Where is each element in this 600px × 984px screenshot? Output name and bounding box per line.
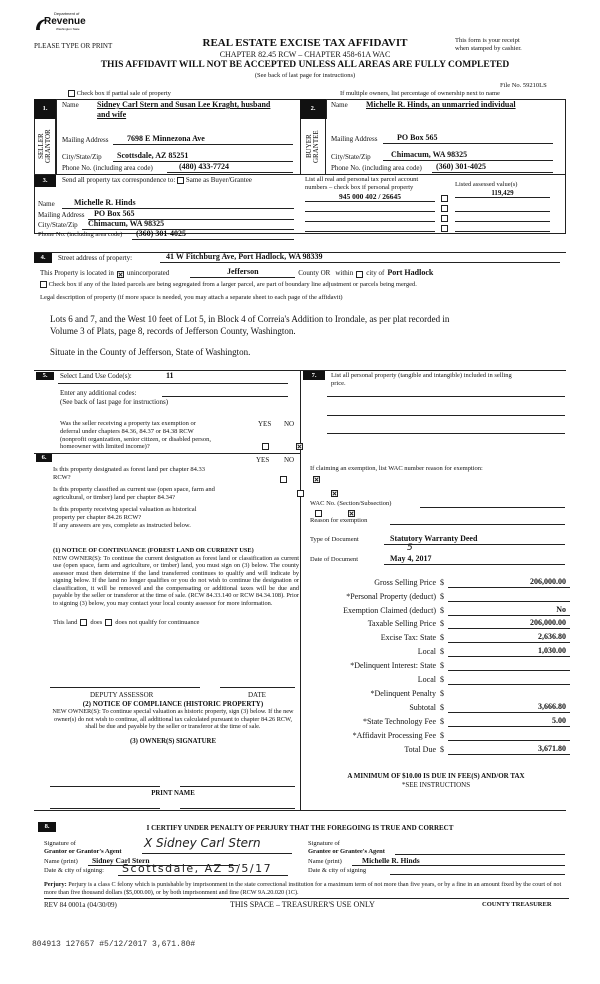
grantor-date-field[interactable]: Scottsdale, AZ 5/5/17: [118, 862, 288, 876]
historical-question: Is this property receiving special valuation as historical property per chapter 84.26 RCW? If any answers are yes, complete as instructed below.: [53, 506, 197, 529]
partial-sale-checkbox[interactable]: [68, 90, 75, 97]
doc-date-label: Date of Document: [310, 556, 359, 563]
section-1-number: 1.: [34, 99, 56, 119]
buyer-side-label: BUYER GRANTEE: [300, 119, 326, 174]
wac-number-label: WAC No. (Section/Subsection): [310, 500, 392, 507]
deputy-assessor-line[interactable]: [50, 687, 200, 688]
fee-row: Local $: [310, 672, 570, 685]
grantee-signature-field[interactable]: [395, 849, 565, 855]
section-3-number: 3.: [34, 175, 56, 187]
parcel-number-field[interactable]: [305, 224, 435, 232]
county-field[interactable]: Jefferson: [190, 267, 295, 278]
street-address-label: Street address of property:: [58, 254, 133, 262]
buyer-city-label: City/State/Zip: [331, 153, 371, 161]
corr-mailing-label: Mailing Address: [38, 211, 85, 219]
receipt-note-1: This form is your receipt: [455, 37, 520, 44]
section-5-number: 5.: [36, 372, 54, 380]
additional-codes-field[interactable]: [162, 389, 288, 397]
notice-continuance: (1) NOTICE OF CONTINUANCE (FOREST LAND OR CURRENT USE) NEW OWNER(S): To continue the current designation as forest land or classification as current use (open space, farm and agriculture, or timber) land, you must sign on (3) below. The county assessor must then determine if the land transferred continues to qualify and will indicate by signing below. If the land no longer qualifies or you do not wish to continue the designation or classification, it will be removed and the compensating or additional taxes will be due and payable by the seller or transferor at the time of sale. (RCW 84.33.140 or RCW 84.34.108). Prior to signing (3) below, you may contact your local county assessor for more information.: [53, 547, 299, 607]
exemption-wac-label: If claiming an exemption, list WAC number reason for exemption:: [310, 465, 483, 472]
section-2-number: 2.: [300, 99, 326, 119]
fee-row: Exemption Claimed (deduct) $ No: [310, 603, 570, 616]
segregated-row: Check box if any of the listed parcels are being segregated from a larger parcel, are part of boundary line adjustment or parcels being merged.: [40, 281, 417, 289]
corr-city-label: City/State/Zip: [38, 221, 78, 229]
logo-state-text: Washington State: [56, 27, 80, 31]
personal-property-checkbox[interactable]: [441, 195, 448, 202]
delinquent-interest-local[interactable]: [448, 674, 570, 685]
fee-row: *Affidavit Processing Fee $: [310, 728, 570, 741]
assessed-value-field[interactable]: [455, 214, 550, 222]
grantee-date-label: Date & city of signing: [308, 867, 367, 874]
location-row: This Property is located in unincorporated Jefferson County OR within city of Port Hadlock: [40, 267, 434, 278]
exemption-question: Was the seller receiving a property tax exemption or deferral under chapters 84.36, 84.37 or 84.38 RCW (nonprofit organization, senior citizen, or disabled person, homeowner with limited income)?: [60, 420, 211, 451]
correspondence-row: Send all property tax correspondence to: Same as Buyer/Grantee: [62, 176, 252, 184]
seller-side-label: SELLER GRANTOR: [34, 119, 56, 174]
doc-type-label: Type of Document: [310, 536, 359, 543]
print-name-line-2[interactable]: [180, 808, 295, 809]
total-due[interactable]: 3,671.80: [448, 744, 570, 755]
gross-selling-price[interactable]: 206,000.00: [448, 577, 570, 588]
form-revision: REV 84 0001a (04/30/09): [44, 901, 117, 909]
personal-property-label: List all personal property (tangible and intangible) included in selling price.: [331, 372, 512, 387]
receipt-note-2: when stamped by cashier.: [455, 45, 522, 52]
parcels-header: List all real and personal tax parcel account numbers – check box if personal property: [305, 176, 419, 191]
fee-row: Taxable Selling Price $ 206,000.00: [310, 616, 570, 629]
buyer-city-field[interactable]: Chimacum, WA 98325: [383, 150, 553, 161]
corr-phone-field[interactable]: (360) 301-4025: [132, 229, 294, 240]
section3-divider: [34, 174, 566, 175]
unincorporated-checkbox[interactable]: [117, 271, 124, 278]
fee-row: Subtotal $ 3,666.80: [310, 700, 570, 713]
assessed-header: Listed assessed value(s): [455, 181, 518, 188]
yes-header-5: YES: [258, 420, 272, 428]
city-checkbox[interactable]: [356, 271, 363, 278]
section-6-number: 6.: [36, 454, 52, 462]
buyer-mailing-label: Mailing Address: [331, 135, 378, 143]
fee-row: Local $ 1,030.00: [310, 644, 570, 657]
seller-name-field[interactable]: Sidney Carl Stern and Susan Lee Kraght, husband and wife: [97, 100, 271, 119]
treasurer-space-label: THIS SPACE – TREASURER'S USE ONLY: [230, 900, 375, 909]
partial-sale-row: [68, 90, 171, 98]
notice-compliance: (2) NOTICE OF COMPLIANCE (HISTORIC PROPERTY) NEW OWNER(S): To continue special valuation as historic property, sign (3) below. If the new owner(s) do not wish to continue, all additional tax calculated pursuant to chapter 84.26 RCW, shall be due and payable by the seller or transferor at the time of sale.: [52, 700, 294, 731]
parcel-number-field[interactable]: [305, 204, 435, 212]
personal-property-checkbox[interactable]: [441, 215, 448, 222]
legal-description-label: Legal description of property (if more space is needed, you may attach a separate sheet to each page of the affidavit): [40, 294, 343, 301]
perjury-notice: Perjury: Perjury is a class C felony which is punishable by imprisonment in the state correctional institution for a maximum term of not more than five years, or by a fine in an amount fixed by the court of not more than five thousand dollars ($5,000.00), or by both imprisonment and fine (RCW 9A.20.020 (1C).: [44, 881, 562, 896]
assessed-value-field[interactable]: 119,429: [455, 189, 550, 198]
land-use-label: Select Land Use Code(s):: [60, 372, 132, 380]
section-4-number: 4.: [34, 253, 52, 263]
assessor-date-line[interactable]: [220, 687, 295, 688]
fee-row: Total Due $ 3,671.80: [310, 742, 570, 755]
forest-question: Is this property designated as forest land per chapter 84.33 RCW?: [53, 466, 205, 481]
seller-city-label: City/State/Zip: [62, 153, 102, 161]
owner-signature-line-2[interactable]: [180, 786, 295, 787]
fee-row: Gross Selling Price $ 206,000.00: [310, 575, 570, 588]
seller-mailing-label: Mailing Address: [62, 136, 109, 144]
current-use-yes-checkbox[interactable]: [297, 490, 304, 497]
seller-phone-field[interactable]: (480) 433-7724: [167, 162, 293, 173]
corr-city-field[interactable]: Chimacum, WA 98325: [82, 219, 294, 230]
seller-phone-label: Phone No. (including area code): [62, 164, 153, 172]
city-value: Port Hadlock: [387, 268, 434, 277]
print-name-line-1[interactable]: [50, 808, 160, 809]
grantor-signature: X Sidney Carl Stern: [144, 836, 261, 850]
reason-exemption-field[interactable]: [390, 517, 565, 525]
assessor-date-label: DATE: [248, 691, 266, 699]
buyer-name-field[interactable]: Michelle R. Hinds, an unmarried individual: [366, 100, 516, 109]
buyer-mailing-field[interactable]: PO Box 565: [383, 133, 553, 144]
partial-sale-label: Check box if partial sale of property: [76, 90, 171, 97]
historical-no-checkbox[interactable]: [348, 510, 355, 517]
assessed-value-field[interactable]: [455, 224, 550, 232]
grantor-signature-field[interactable]: [142, 836, 292, 854]
grantee-signature-label: Signature of Grantee or Grantee's Agent: [308, 840, 385, 855]
grantor-name-field[interactable]: Sidney Carl Stern: [88, 856, 238, 866]
seller-city-field[interactable]: Scottsdale, AZ 85251: [113, 151, 293, 162]
personal-property-checkbox[interactable]: [441, 205, 448, 212]
corr-phone-label: Phone No. (including area code): [38, 231, 123, 238]
logo-dept-text: Department of: [54, 11, 80, 16]
see-back-note: (See back of last page for instructions): [254, 72, 356, 79]
subtotal[interactable]: 3,666.80: [448, 702, 570, 713]
grantor-date-label: Date & city of signing:: [44, 867, 104, 874]
seller-mailing-field[interactable]: 7698 E Minnezona Ave: [113, 134, 293, 145]
owner-signature-label: (3) OWNER(S) SIGNATURE: [130, 738, 216, 745]
land-use-code[interactable]: 11: [166, 371, 174, 380]
exemption-no-checkbox[interactable]: [296, 443, 303, 450]
fee-row: *Delinquent Interest: State $: [310, 658, 570, 671]
state-technology-fee[interactable]: 5.00: [448, 716, 570, 727]
same-as-buyer-checkbox[interactable]: [177, 177, 184, 184]
personal-property-deduct[interactable]: [448, 591, 570, 602]
parcel-row: [305, 222, 555, 232]
excise-tax-local[interactable]: 1,030.00: [448, 646, 570, 657]
qualifies-checkbox[interactable]: [80, 619, 87, 626]
personal-property-line-3[interactable]: [327, 433, 565, 434]
delinquent-interest-state[interactable]: [448, 660, 570, 671]
dor-logo: [34, 10, 84, 34]
doc-date-correction: 5: [407, 543, 413, 553]
personal-property-line-1[interactable]: [327, 396, 565, 397]
delinquent-penalty[interactable]: [448, 688, 570, 699]
no-header-5: NO: [284, 420, 295, 428]
file-number: File No. 59210LS: [500, 82, 547, 89]
buyer-phone-field[interactable]: (360) 301-4025: [432, 162, 553, 173]
grantee-name-field[interactable]: Michelle R. Hinds: [352, 856, 565, 866]
street-address-field[interactable]: 41 W Fitchburg Ave, Port Hadlock, WA 98339: [160, 252, 560, 263]
corr-mailing-field[interactable]: PO Box 565: [88, 209, 294, 220]
deputy-assessor-label: DEPUTY ASSESSOR: [90, 691, 154, 699]
section-8-number: 8.: [38, 822, 56, 832]
corr-name-label: Name: [38, 200, 55, 208]
grantee-name-label: Name (print): [308, 858, 342, 865]
continuance-row: This land does does not qualify for continuance: [53, 619, 200, 626]
segregated-checkbox[interactable]: [40, 281, 47, 288]
see-instructions-note: *SEE INSTRUCTIONS: [401, 781, 471, 789]
exemption-yes-checkbox[interactable]: [262, 443, 269, 450]
form-title: REAL ESTATE EXCISE TAX AFFIDAVIT: [202, 37, 408, 49]
parcel-row: [305, 212, 555, 222]
historical-yes-checkbox[interactable]: [315, 510, 322, 517]
owner-signature-line-1[interactable]: [50, 786, 160, 787]
minimum-due-note: A MINIMUM OF $10.00 IS DUE IN FEE(S) AND/OR TAX: [347, 772, 525, 780]
parcel-row: [305, 188, 555, 202]
fee-row: *State Technology Fee $ 5.00: [310, 714, 570, 727]
doc-type-field[interactable]: Statutory Warranty Deed: [384, 534, 565, 545]
parcel-list: [305, 188, 555, 232]
form-chapter: CHAPTER 82.45 RCW – CHAPTER 458-61A WAC: [219, 50, 391, 59]
legal-description-text[interactable]: Lots 6 and 7, and the West 10 feet of Lot 5, in Block 4 of Correia's Addition to Irondale, as per plat recorded in Volume 3 of Plats, page 8, records of Jefferson County, Washington. Situate in the County of Jefferson, State of Washington.: [50, 314, 450, 358]
affidavit-processing-fee[interactable]: [448, 730, 570, 741]
assessed-value-field[interactable]: [455, 204, 550, 212]
forest-yes-checkbox[interactable]: [280, 476, 287, 483]
parcel-number-field[interactable]: 945 000 402 / 26645: [305, 192, 435, 202]
buyer-name-label: Name: [331, 101, 348, 109]
excise-tax-state[interactable]: 2,636.80: [448, 632, 570, 643]
buyer-phone-label: Phone No. (including area code): [331, 164, 422, 172]
additional-codes-note: (See back of last page for instructions): [60, 398, 169, 406]
fee-row: Excise Tax: State $ 2,636.80: [310, 630, 570, 643]
forest-no-checkbox[interactable]: [313, 476, 320, 483]
yes-header-6: YES: [256, 456, 270, 464]
multiple-owners-note: If multiple owners, list percentage of ownership next to name: [340, 90, 500, 97]
logo-revenue-text: Revenue: [44, 16, 86, 27]
not-qualifies-checkbox[interactable]: [105, 619, 112, 626]
exemption-claimed[interactable]: No: [448, 605, 570, 616]
additional-codes-label: Enter any additional codes:: [60, 389, 137, 397]
please-type-label: PLEASE TYPE OR PRINT: [34, 42, 113, 50]
section-7-number: 7.: [303, 371, 325, 380]
form-warning: THIS AFFIDAVIT WILL NOT BE ACCEPTED UNLESS ALL AREAS ARE FULLY COMPLETED: [100, 60, 510, 70]
county-treasurer-label: COUNTY TREASURER: [482, 901, 552, 908]
grantee-date-field[interactable]: [390, 866, 565, 875]
personal-property-line-2[interactable]: [327, 415, 565, 416]
fee-row: *Delinquent Penalty $: [310, 686, 570, 699]
print-name-label: PRINT NAME: [151, 790, 195, 797]
doc-date-field[interactable]: May 4, 2017: [384, 554, 565, 565]
current-use-question: Is this property classified as current use (open space, farm and agricultural, or timber) land per chapter 84.34?: [53, 486, 215, 501]
fee-row: *Personal Property (deduct) $: [310, 589, 570, 602]
seller-name-label: Name: [62, 101, 79, 109]
corr-name-field[interactable]: Michelle R. Hinds: [62, 198, 294, 209]
parcel-row: [305, 202, 555, 212]
current-use-no-checkbox[interactable]: [331, 490, 338, 497]
certify-statement: I CERTIFY UNDER PENALTY OF PERJURY THAT THE FOREGOING IS TRUE AND CORRECT: [146, 824, 454, 832]
grantor-name-label: Name (print): [44, 858, 78, 865]
grantor-signature-label: Signature of Grantor or Grantor's Agent: [44, 840, 122, 855]
wac-number-field[interactable]: [420, 500, 565, 508]
no-header-6: NO: [284, 456, 295, 464]
taxable-selling-price[interactable]: 206,000.00: [448, 618, 570, 629]
treasurer-receipt-stamp: 804913 127657 #5/12/2017 3,671.80#: [32, 940, 196, 949]
reason-exemption-label: Reason for exemption: [310, 517, 368, 524]
personal-property-checkbox[interactable]: [441, 225, 448, 232]
parcel-number-field[interactable]: [305, 214, 435, 222]
